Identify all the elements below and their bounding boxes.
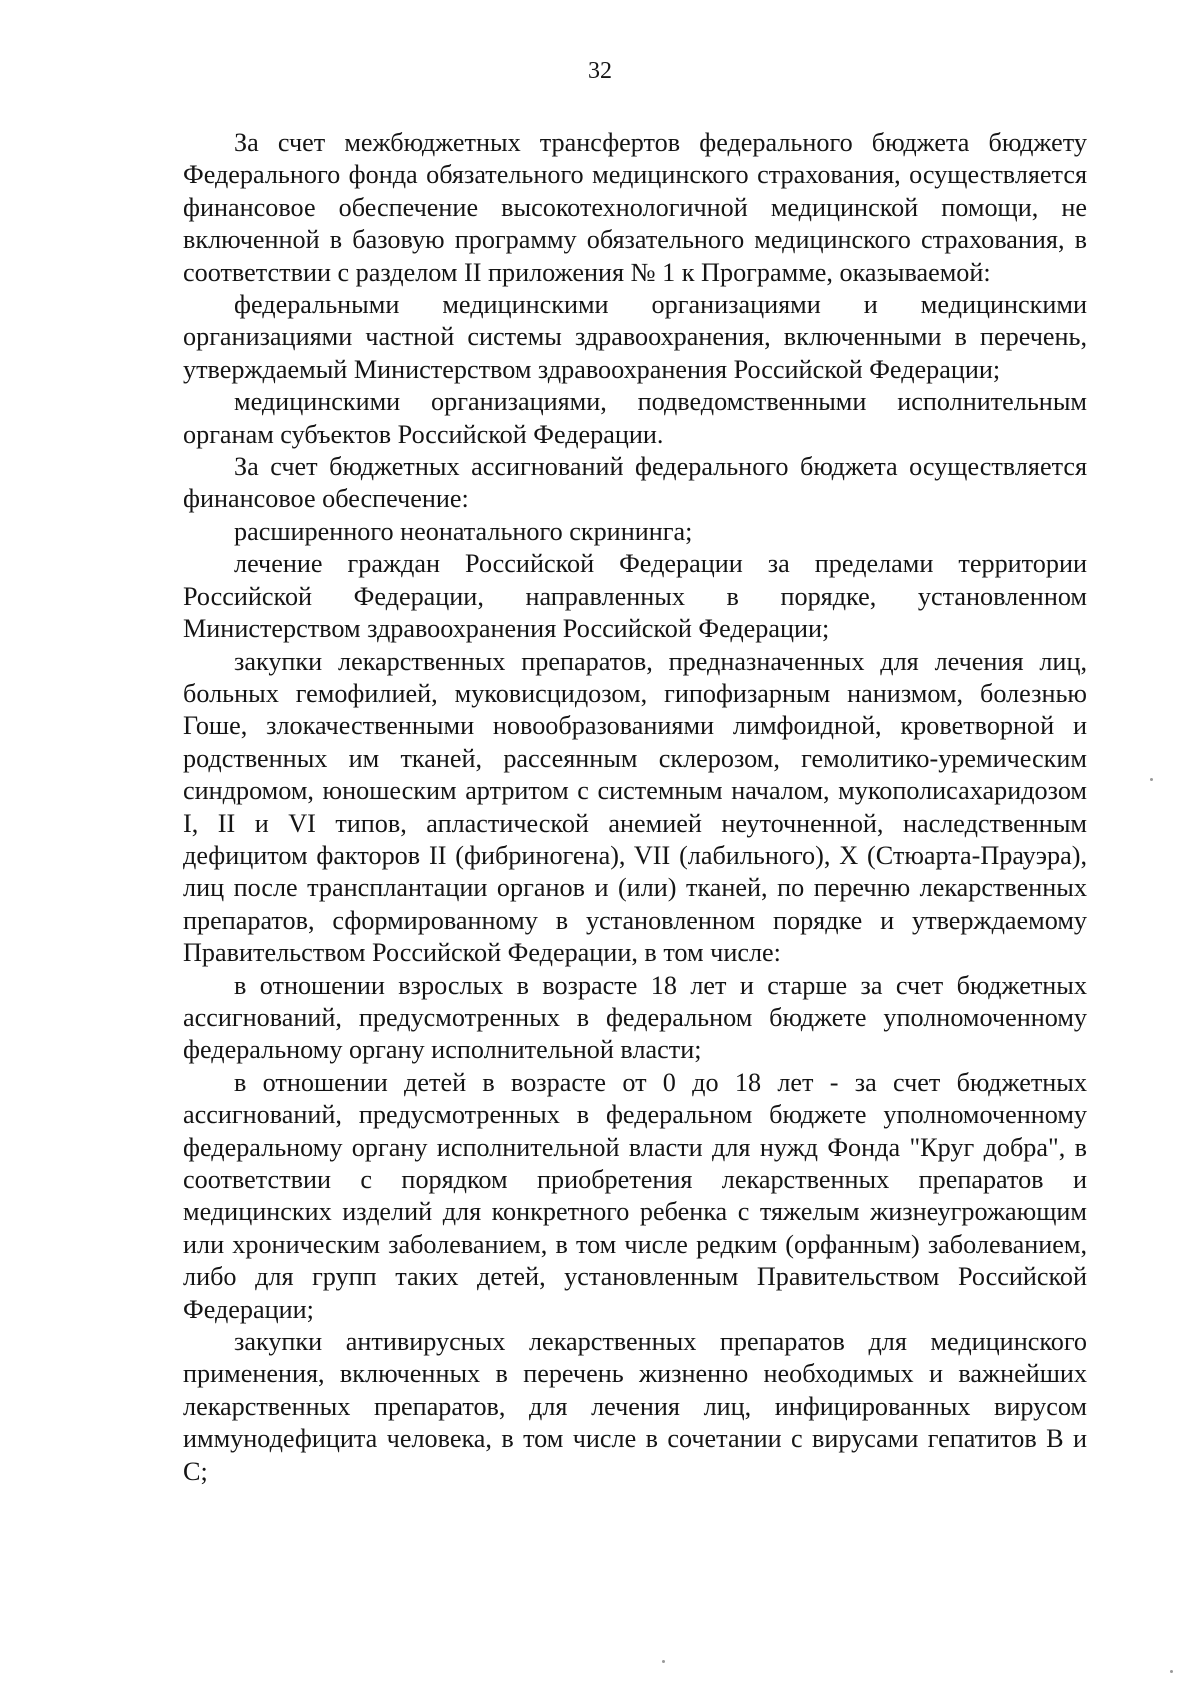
paragraph: За счет бюджетных ассигнований федерального бюджета осуществляется финансовое обеспечение:: [183, 452, 1087, 514]
page-number: 32: [588, 58, 612, 84]
scan-speck: [662, 1660, 665, 1663]
paragraph: расширенного неонатального скрининга;: [234, 516, 693, 546]
paragraph: лечение граждан Российской Федерации за пределами территории Российской Федерации, направленных в порядке, установленном Министерством здравоохранения Российской Федерации;: [183, 549, 1087, 644]
paragraph: закупки антивирусных лекарственных препаратов для медицинского применения, включенных в перечень жизненно необходимых и важнейших лекарственных препаратов, для лечения лиц, инфицированных вирусом иммунодефицита человека, в том числе в сочетании с вирусами гепатитов B и C;: [183, 1327, 1087, 1486]
document-body: [183, 127, 1087, 1488]
paragraph: в отношении взрослых в возрасте 18 лет и старше за счет бюджетных ассигнований, предусмотренных в федеральном бюджете уполномоченному федеральному органу исполнительной власти;: [183, 970, 1087, 1065]
paragraph: федеральными медицинскими организациями и медицинскими организациями частной системы здравоохранения, включенными в перечень, утверждаемый Министерством здравоохранения Российской Федерации;: [183, 290, 1087, 384]
paragraph: закупки лекарственных препаратов, предназначенных для лечения лиц, больных гемофилией, муковисцидозом, гипофизарным нанизмом, болезнью Гоше, злокачественными новообразованиями лимфоидной, кроветворной и родственных им тканей, рассеянным склерозом, гемолитико-уремическим синдромом, юношеским артритом с системным началом, мукополисахаридозом I, II и VI типов, апластической анемией неуточненной, наследственным дефицитом факторов II (фибриногена), VII (лабильного), X (Стюарта-Прауэра), лиц после трансплантации органов и (или) тканей, по перечню лекарственных препаратов, сформированному в установленном порядке и утверждаемому Правительством Российской Федерации, в том числе:: [183, 646, 1087, 968]
paragraph: медицинскими организациями, подведомственными исполнительным органам субъектов Российской Федерации.: [183, 387, 1087, 449]
paragraph: За счет межбюджетных трансфертов федерального бюджета бюджету Федерального фонда обязательного медицинского страхования, осуществляется финансовое обеспечение высокотехнологичной медицинской помощи, не включенной в базовую программу обязательного медицинского страхования, в соответствии с разделом II приложения № 1 к Программе, оказываемой:: [183, 128, 1087, 287]
paragraph: в отношении детей в возрасте от 0 до 18 лет - за счет бюджетных ассигнований, предусмотренных в федеральном бюджете уполномоченному федеральному органу исполнительной власти для нужд Фонда "Круг добра", в соответствии с порядком приобретения лекарственных препаратов и медицинских изделий для конкретного ребенка с тяжелым жизнеугрожающим или хроническим заболеванием, в том числе редким (орфанным) заболеванием, либо для групп таких детей, установленным Правительством Российской Федерации;: [183, 1067, 1087, 1324]
scan-speck: [1150, 778, 1153, 781]
scan-speck: [1170, 1670, 1173, 1673]
